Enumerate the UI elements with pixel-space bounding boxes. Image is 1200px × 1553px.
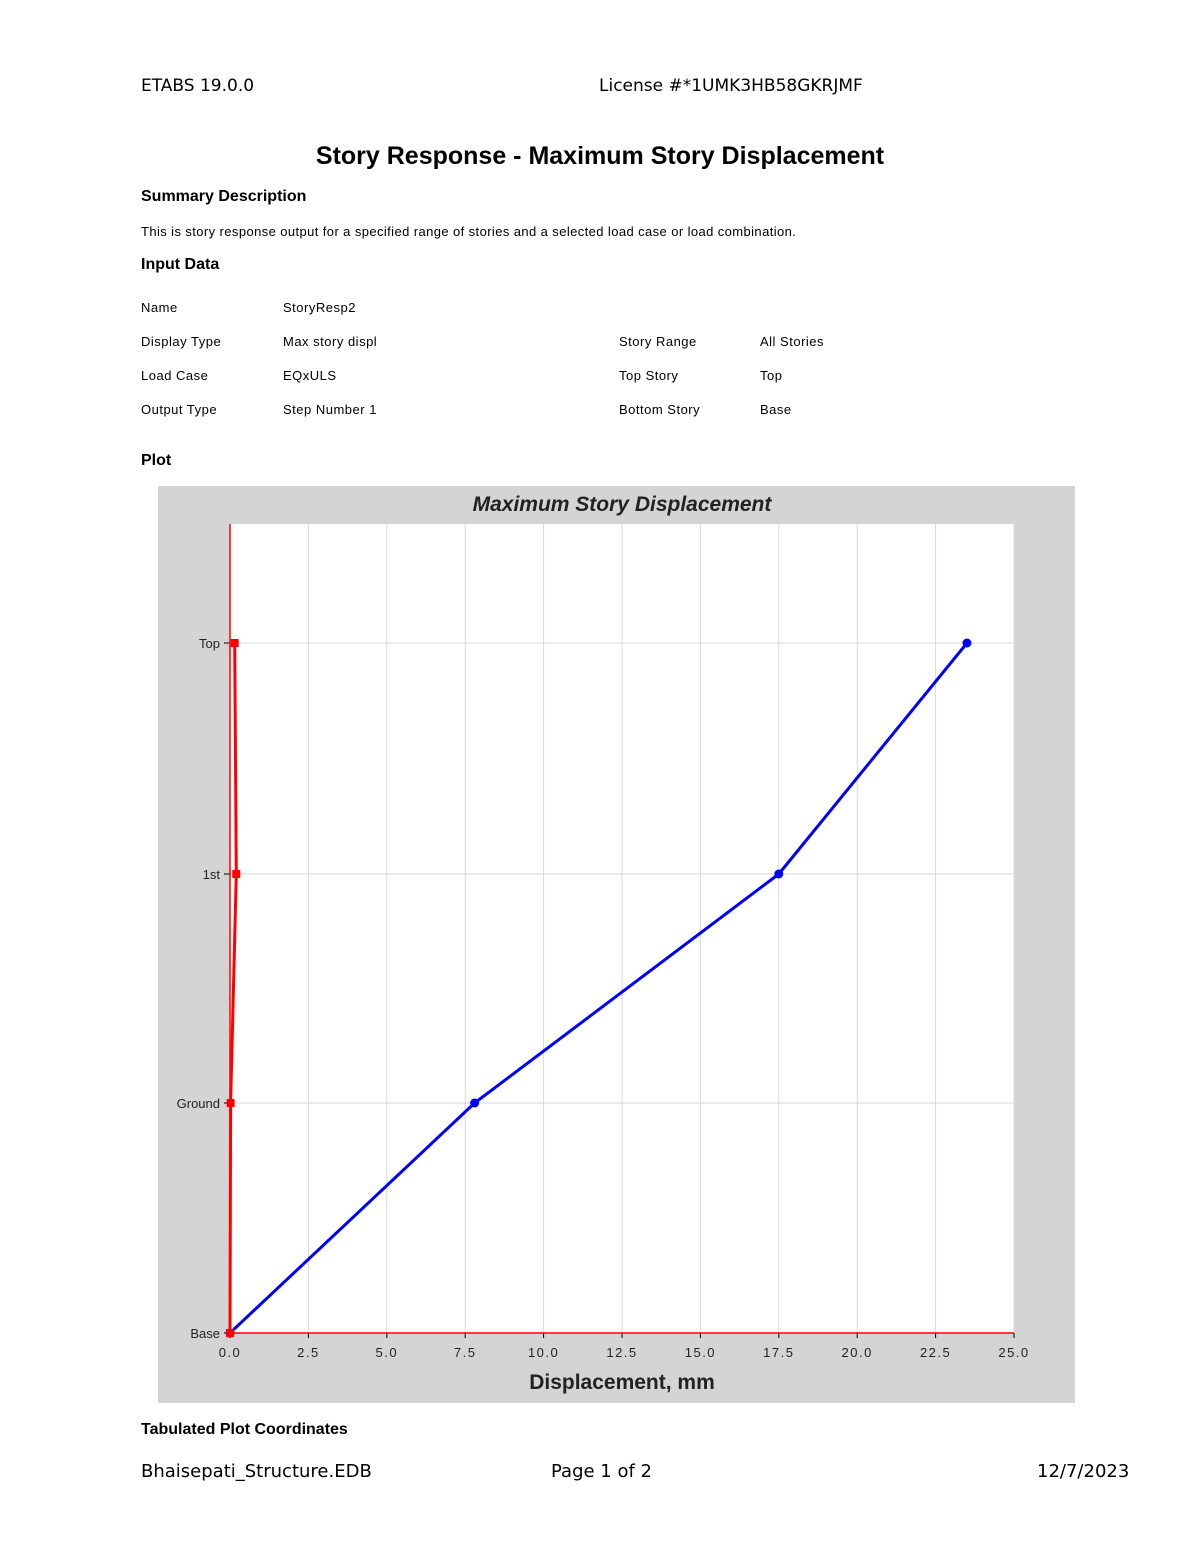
x-tick-label: 5.0 [375,1345,399,1360]
input-value-display-type: Max story displ [283,334,378,349]
data-point-y-dir [226,1329,234,1337]
summary-heading: Summary Description [141,188,307,205]
footer-file-name: Bhaisepati_Structure.EDB [141,1461,372,1482]
header-app-name: ETABS 19.0.0 [141,76,255,96]
data-point-y-dir [231,639,239,647]
x-tick-label: 12.5 [606,1345,638,1360]
footer-date: 12/7/2023 [1037,1461,1130,1482]
data-point-x-dir [962,639,971,648]
x-tick-label: 0.0 [218,1345,242,1360]
plot-heading: Plot [141,452,172,469]
x-tick-label: 17.5 [763,1345,795,1360]
page-title: Story Response - Maximum Story Displacement [315,142,885,170]
displacement-chart [158,486,1075,1403]
input-label-bottom-story: Bottom Story [619,402,701,417]
input-value-top-story: Top [760,368,783,383]
data-point-y-dir [227,1099,235,1107]
data-point-y-dir [232,870,240,878]
input-label-name: Name [141,300,178,315]
input-value-output-type: Step Number 1 [283,402,377,417]
input-label-display-type: Display Type [141,334,222,349]
y-tick-label: Base [190,1326,220,1341]
data-point-x-dir [470,1099,479,1108]
x-tick-label: 2.5 [297,1345,320,1360]
x-tick-label: 25.0 [998,1345,1030,1360]
header-license: License #*1UMK3HB58GKRJMF [599,76,863,96]
input-label-output-type: Output Type [141,402,218,417]
input-value-name: StoryResp2 [283,300,356,315]
x-tick-label: 7.5 [453,1345,477,1360]
y-tick-label: 1st [202,867,220,882]
chart-title: Maximum Story Displacement [472,493,772,516]
tabulated-heading: Tabulated Plot Coordinates [141,1421,348,1438]
x-tick-label: 22.5 [919,1345,952,1360]
x-tick-label: 15.0 [684,1345,717,1360]
input-label-load-case: Load Case [141,368,209,383]
input-value-story-range: All Stories [760,334,825,349]
summary-text: This is story response output for a specified range of stories and a selected load case or load combination. [141,224,797,239]
footer-page-number: Page 1 of 2 [551,1461,652,1482]
input-data-heading: Input Data [141,256,220,273]
plot-frame [158,486,1075,1403]
input-label-story-range: Story Range [619,334,697,349]
data-point-x-dir [774,870,783,879]
x-axis-label: Displacement, mm [529,1371,715,1394]
input-value-bottom-story: Base [760,402,792,417]
x-tick-label: 10.0 [527,1345,560,1360]
input-value-load-case: EQxULS [283,368,337,383]
y-tick-label: Top [199,636,220,651]
input-label-top-story: Top Story [619,368,679,383]
y-tick-label: Ground [176,1096,220,1111]
x-tick-label: 20.0 [841,1345,873,1360]
